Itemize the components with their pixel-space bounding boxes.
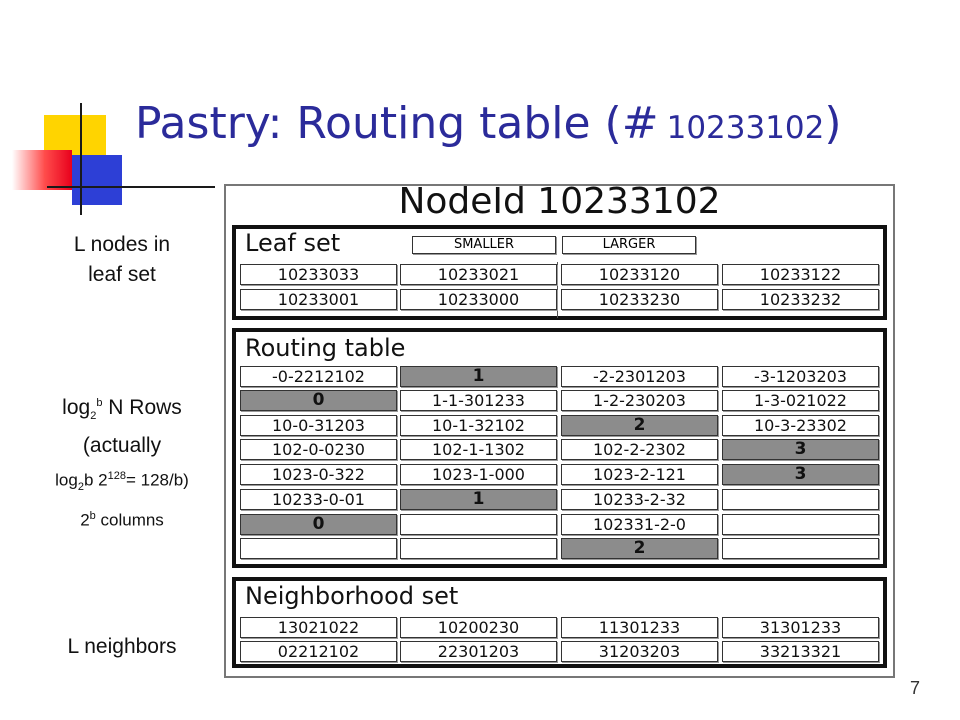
routing-cell-r7-c2: 2	[561, 538, 718, 559]
routing-cell-r2-c3: 10-3-23302	[722, 415, 879, 436]
larger-tag: LARGER	[562, 236, 696, 254]
neighbor-cell-r0-c1: 10200230	[400, 617, 557, 638]
leaf-annotation-line1: L nodes in	[73, 233, 171, 256]
routing-cell-r6-c0: 0	[240, 514, 397, 535]
routing-table-title: Routing table	[245, 334, 406, 362]
nodeid-title: NodeId 10233102	[398, 181, 721, 222]
routing-cell-r4-c3: 3	[722, 464, 879, 485]
cols-base: 2	[80, 510, 90, 530]
page-number: 7	[910, 678, 921, 698]
routing-cell-r2-c2: 2	[561, 415, 718, 436]
neighbor-cell-r0-c2: 11301233	[561, 617, 718, 638]
neighborhood-title: Neighborhood set	[245, 582, 459, 610]
routing-cell-r1-c3: 1-3-021022	[722, 390, 879, 411]
columns-annotation	[0, 510, 244, 531]
rows-annotation	[0, 388, 244, 502]
routing-cell-r5-c3	[722, 489, 879, 510]
rows-annotation-line3	[0, 461, 244, 502]
routing-cell-r5-c2: 10233-2-32	[561, 489, 718, 510]
neighbor-cell-r1-c2: 31203203	[561, 641, 718, 662]
title-close: )	[824, 98, 842, 149]
routing-cell-r7-c0	[240, 538, 397, 559]
rows-log-sup: b	[96, 397, 103, 409]
slide-title	[135, 98, 842, 149]
routing-cell-r3-c0: 102-0-0230	[240, 439, 397, 460]
rows-eq-sup: 128	[107, 470, 126, 483]
leaf-set-annotation	[0, 230, 244, 290]
leaf-annotation-line2: leaf set	[88, 263, 156, 286]
decor-horizontal-line	[47, 186, 215, 188]
neighbor-cell-r1-c0: 02212102	[240, 641, 397, 662]
routing-cell-r6-c1	[400, 514, 557, 535]
leaf-cell-r0-c3: 10233122	[722, 264, 879, 285]
routing-cell-r1-c1: 1-1-301233	[400, 390, 557, 411]
leaf-cell-r1-c2: 10233230	[561, 289, 718, 310]
routing-cell-r4-c2: 1023-2-121	[561, 464, 718, 485]
neighbor-cell-r1-c1: 22301203	[400, 641, 557, 662]
routing-cell-r6-c2: 102331-2-0	[561, 514, 718, 535]
neighbor-cell-r0-c0: 13021022	[240, 617, 397, 638]
leaf-set-divider	[557, 262, 558, 318]
routing-cell-r3-c2: 102-2-2302	[561, 439, 718, 460]
routing-cell-r0-c0: -0-2212102	[240, 366, 397, 387]
title-hash: #	[621, 98, 659, 149]
routing-cell-r3-c3: 3	[722, 439, 879, 460]
title-number: 10233102	[666, 110, 825, 146]
leaf-set-title: Leaf set	[245, 229, 341, 257]
rows-rest: N Rows	[102, 396, 182, 419]
leaf-cell-r1-c3: 10233232	[722, 289, 879, 310]
neighbor-cell-r1-c3: 33213321	[722, 641, 879, 662]
routing-cell-r1-c2: 1-2-230203	[561, 390, 718, 411]
leaf-cell-r1-c0: 10233001	[240, 289, 397, 310]
rows-eq-log: log	[55, 470, 78, 490]
smaller-tag: SMALLER	[412, 236, 556, 254]
routing-cell-r2-c1: 10-1-32102	[400, 415, 557, 436]
routing-cell-r5-c1: 1	[400, 489, 557, 510]
routing-cell-r0-c1: 1	[400, 366, 557, 387]
rows-eq-b: b 2	[83, 470, 108, 490]
routing-cell-r7-c3	[722, 538, 879, 559]
rows-eq-rest: = 128/b)	[125, 470, 189, 490]
routing-cell-r0-c2: -2-2301203	[561, 366, 718, 387]
routing-cell-r4-c1: 1023-1-000	[400, 464, 557, 485]
routing-cell-r5-c0: 10233-0-01	[240, 489, 397, 510]
neighbor-cell-r0-c3: 31301233	[722, 617, 879, 638]
rows-eq-sub: 2	[77, 481, 84, 494]
decor-red-bar	[12, 150, 72, 190]
cols-rest: columns	[95, 510, 164, 530]
routing-cell-r6-c3	[722, 514, 879, 535]
decor-vertical-line	[80, 103, 82, 215]
leaf-cell-r0-c1: 10233021	[400, 264, 557, 285]
routing-cell-r0-c3: -3-1203203	[722, 366, 879, 387]
rows-log: log	[62, 396, 91, 419]
leaf-cell-r0-c0: 10233033	[240, 264, 397, 285]
title-text: Pastry: Routing table (	[135, 98, 622, 149]
cols-sup: b	[89, 510, 96, 522]
rows-annotation-line1	[0, 388, 244, 431]
routing-cell-r1-c0: 0	[240, 390, 397, 411]
rows-annotation-line2: (actually	[82, 434, 162, 458]
routing-cell-r3-c1: 102-1-1302	[400, 439, 557, 460]
neighbors-annotation: L neighbors	[67, 635, 177, 658]
routing-cell-r4-c0: 1023-0-322	[240, 464, 397, 485]
leaf-cell-r0-c2: 10233120	[561, 264, 718, 285]
routing-cell-r7-c1	[400, 538, 557, 559]
routing-cell-r2-c0: 10-0-31203	[240, 415, 397, 436]
rows-log-sub: 2	[90, 410, 97, 423]
leaf-cell-r1-c1: 10233000	[400, 289, 557, 310]
